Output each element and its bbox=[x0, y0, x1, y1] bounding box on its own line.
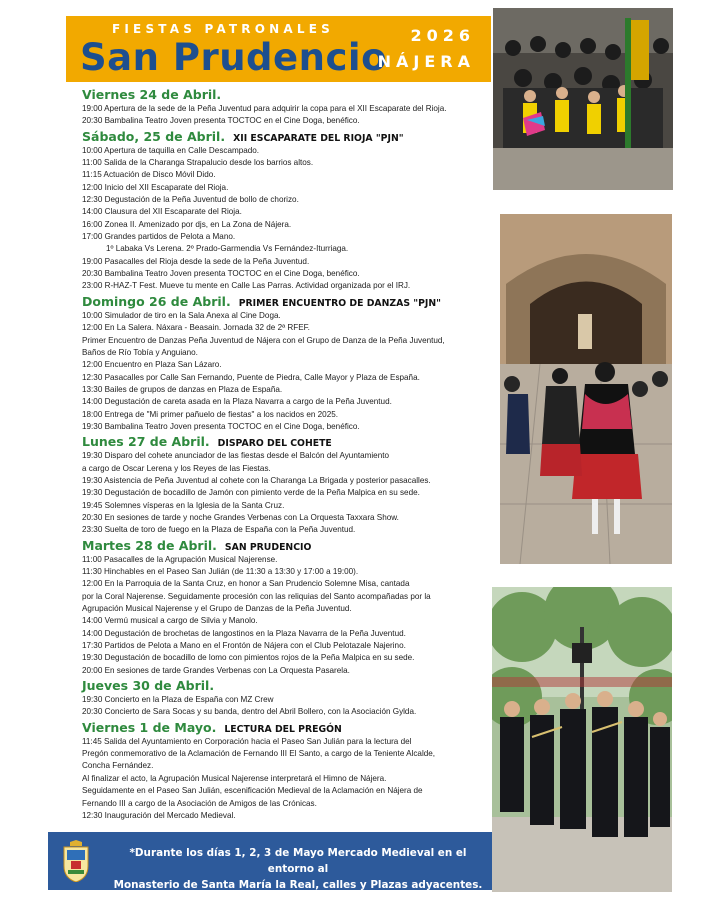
day-theme: PRIMER ENCUENTRO DE DANZAS "PJN" bbox=[238, 297, 442, 309]
event-line: por la Coral Najerense. Seguidamente procesión con las reliquias del Santo acompañadas por la bbox=[82, 591, 431, 601]
event-line: a cargo de Oscar Lerena y los Reyes de las Fiestas. bbox=[82, 463, 271, 473]
event-line: 23:30 Suelta de toro de fuego en la Plaza de España con la Peña Juventud. bbox=[82, 525, 356, 535]
event-line: 20:30 En sesiones de tarde y noche Grandes Verbenas con La Orquesta Taxxara Show. bbox=[82, 512, 399, 522]
day-theme: DISPARO DEL COHETE bbox=[217, 438, 332, 450]
day-name: Martes 28 de Abril. bbox=[82, 537, 217, 553]
najera-coat-of-arms-icon bbox=[61, 840, 91, 882]
event-line: Pregón conmemorativo de la Aclamación de Fernando III El Santo, a cargo de la Teniente Alcalde, bbox=[82, 749, 436, 759]
day-theme: LECTURA DEL PREGÓN bbox=[224, 723, 342, 735]
page-title: San Prudencio bbox=[80, 36, 387, 79]
day-name: Sábado, 25 de Abril. bbox=[82, 128, 226, 144]
event-line: 20:30 Bambalina Teatro Joven presenta TOCTOC en el Cine Doga, benéfico. bbox=[82, 269, 360, 279]
event-line: 16:00 Zonea II. Amenizado por djs, en La Zona de Nájera. bbox=[82, 219, 292, 229]
event-line: Agrupación Musical Najerense y el Grupo de Danzas de la Peña Juventud. bbox=[82, 604, 352, 614]
event-line: 12:30 Degustación de la Peña Juventud de bollo de chorizo. bbox=[82, 195, 299, 205]
event-line: 11:00 Salida de la Charanga Strapalucio desde los barrios altos. bbox=[82, 158, 314, 168]
day-name: Viernes 24 de Abril. bbox=[82, 87, 222, 102]
event-line: 20:30 Bambalina Teatro Joven presenta TOCTOC en el Cine Doga, benéfico. bbox=[82, 116, 360, 126]
event-line: 19:45 Solemnes vísperas en la Iglesia de la Santa Cruz. bbox=[82, 500, 285, 510]
day-header bbox=[82, 434, 492, 450]
header-subtitle: FIESTAS PATRONALES bbox=[112, 22, 334, 36]
event-line: Concha Fernández. bbox=[82, 761, 154, 771]
event-line: Baños de Río Tobía y Anguiano. bbox=[82, 347, 198, 357]
event-line: 19:30 Concierto en la Plaza de España con MZ Crew bbox=[82, 695, 274, 705]
event-line: 19:30 Bambalina Teatro Joven presenta TOCTOC en el Cine Doga, benéfico. bbox=[82, 421, 360, 431]
day-header bbox=[82, 678, 492, 694]
footer-note-line-1: *Durante los días 1, 2, 3 de Mayo Mercado Medieval en el entorno al bbox=[129, 847, 467, 875]
day-header bbox=[82, 129, 492, 145]
crowd-photo bbox=[493, 8, 673, 190]
music-band-photo bbox=[492, 587, 672, 892]
event-line: 10:00 Apertura de taquilla en Calle Descampado. bbox=[82, 145, 260, 155]
event-line: Al finalizar el acto, la Agrupación Musical Najerense interpretará el Himno de Nájera. bbox=[82, 773, 387, 783]
event-line: 19:00 Apertura de la sede de la Peña Juventud para adquirir la copa para el XII Escaparate del Rioja. bbox=[82, 104, 447, 113]
event-line: 17:00 Grandes partidos de Pelota a Mano. bbox=[82, 232, 236, 242]
program-schedule bbox=[82, 86, 492, 822]
event-line: 19:30 Degustación de bocadillo de lomo con pimientos rojos de la Peña Malpica en su sede. bbox=[82, 653, 415, 663]
day-name: Jueves 30 de Abril. bbox=[82, 678, 215, 694]
event-line: 12:30 Pasacalles por Calle San Fernando, Puente de Piedra, Calle Mayor y Plaza de España. bbox=[82, 372, 420, 382]
event-line: 20:00 En sesiones de tarde Grandes Verbenas con La Orquesta Pasarela. bbox=[82, 665, 350, 675]
day-header bbox=[82, 87, 492, 103]
day-header bbox=[82, 720, 492, 736]
event-line: 14:00 Vermú musical a cargo de Silvia y Manolo. bbox=[82, 616, 258, 626]
header-place: NÁJERA bbox=[377, 52, 475, 71]
day-header bbox=[82, 294, 492, 310]
day-name: Domingo 26 de Abril. bbox=[82, 293, 231, 309]
event-line: 14:00 Clausura del XII Escaparate del Rioja. bbox=[82, 207, 242, 217]
event-line: Primer Encuentro de Danzas Peña Juventud de Nájera con el Grupo de Danza de la Peña Juventud, bbox=[82, 335, 445, 345]
day-theme: XII ESCAPARATE DEL RIOJA "PJN" bbox=[233, 132, 404, 144]
event-line: 1º Labaka Vs Lerena. 2º Prado-Garmendia Vs Fernández-Iturriaga. bbox=[106, 244, 349, 254]
header-banner bbox=[66, 16, 491, 82]
event-line: 10:00 Simulador de tiro en la Sala Anexa al Cine Doga. bbox=[82, 310, 281, 320]
event-line: 19:00 Pasacalles del Rioja desde la sede de la Peña Juventud. bbox=[82, 256, 310, 266]
church-dancers-photo bbox=[500, 214, 672, 564]
header-year: 2026 bbox=[410, 26, 475, 45]
day-header bbox=[82, 538, 492, 554]
event-line: Seguidamente en el Paseo San Julián, escenificación Medieval de la Aclamación en Nájera de bbox=[82, 786, 423, 796]
event-line: 14:00 Degustación de careta asada en la Plaza Navarra a cargo de la Peña Juventud. bbox=[82, 397, 392, 407]
event-line: 12:00 Inicio del XII Escaparate del Rioja. bbox=[82, 182, 229, 192]
event-line: 18:00 Entrega de "Mi primer pañuelo de fiestas" a los nacidos en 2025. bbox=[82, 409, 338, 419]
event-line: 11:30 Hinchables en el Paseo San Julián (de 11:30 a 13:30 y 17:00 a 19:00). bbox=[82, 567, 359, 576]
event-line: 23:00 R-HAZ-T Fest. Mueve tu mente en Calle Las Parras. Actividad organizada por el IRJ. bbox=[82, 281, 411, 291]
event-line: 11:00 Pasacalles de la Agrupación Musical Najerense. bbox=[82, 554, 278, 564]
event-line: 11:15 Actuación de Disco Móvil Dido. bbox=[82, 170, 216, 180]
event-line: 20:30 Concierto de Sara Socas y su banda, dentro del Abril Bollero, con la Asociación Gylda. bbox=[82, 707, 417, 717]
event-line: 19:30 Degustación de bocadillo de Jamón con pimiento verde de la Peña Malpica en su sede. bbox=[82, 488, 420, 498]
footer-note-line-2: Monasterio de Santa María la Real, calles y Plazas adyacentes. bbox=[113, 879, 483, 891]
day-name: Viernes 1 de Mayo. bbox=[82, 719, 217, 735]
day-name: Lunes 27 de Abril. bbox=[82, 434, 210, 450]
footer-note bbox=[112, 845, 484, 893]
footer-banner bbox=[48, 832, 492, 890]
event-line: 12:00 En la Parroquia de la Santa Cruz, en honor a San Prudencio Solemne Misa, cantada bbox=[82, 579, 410, 589]
event-line: 19:30 Disparo del cohete anunciador de las fiestas desde el Balcón del Ayuntamiento bbox=[82, 451, 389, 461]
event-line: Fernando III a cargo de la Asociación de Amigos de las Crónicas. bbox=[82, 798, 317, 808]
event-line: 12:30 Inauguración del Mercado Medieval. bbox=[82, 810, 236, 820]
event-line: 17:30 Partidos de Pelota a Mano en el Frontón de Nájera con el Club Pelotazale Najerino. bbox=[82, 641, 406, 651]
event-line: 11:45 Salida del Ayuntamiento en Corporación hacia el Paseo San Julián para la lectura del bbox=[82, 736, 412, 746]
day-theme: SAN PRUDENCIO bbox=[224, 541, 312, 553]
event-line: 13:30 Bailes de grupos de danzas en Plaza de España. bbox=[82, 384, 283, 394]
event-line: 14:00 Degustación de brochetas de langostinos en la Plaza Navarra de la Peña Juventud. bbox=[82, 628, 406, 638]
event-line: 12:00 En La Salera. Náxara - Beasain. Jornada 32 de 2ª RFEF. bbox=[82, 323, 310, 333]
event-line: 12:00 Encuentro en Plaza San Lázaro. bbox=[82, 360, 222, 370]
event-line: 19:30 Asistencia de Peña Juventud al cohete con la Charanga La Brigada y posterior pasacalles. bbox=[82, 475, 431, 485]
